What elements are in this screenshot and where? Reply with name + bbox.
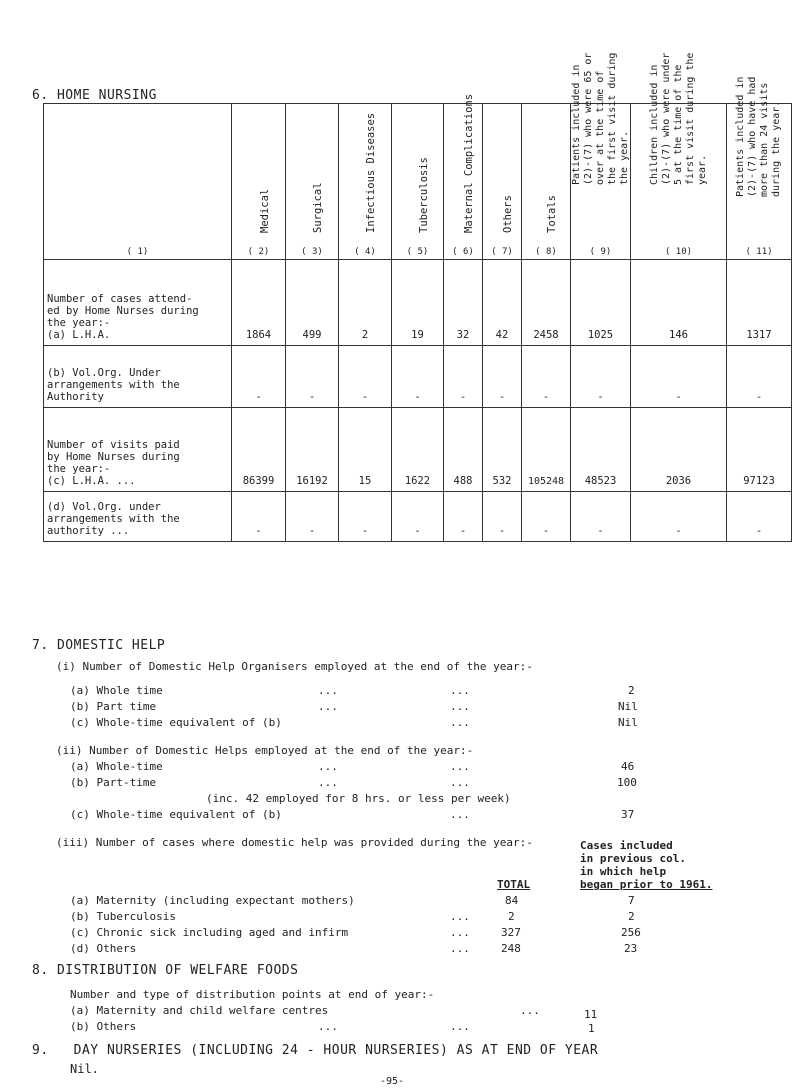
table-header-row — [44, 104, 792, 260]
section-8-title: 8. DISTRIBUTION OF WELFARE FOODS — [32, 963, 299, 978]
header-cell: Others ( 7) — [483, 104, 522, 260]
list-item-dots: ... — [450, 760, 470, 773]
table-cell: 1622 — [392, 408, 444, 492]
list-item-label: (b) Part-time — [70, 776, 157, 789]
table-cell: 19 — [392, 260, 444, 346]
list-item-total: 327 — [501, 926, 521, 939]
header-cell: ( 1) — [44, 104, 232, 260]
list-item-value: 1 — [588, 1022, 595, 1035]
table-cell: 97123 — [727, 408, 792, 492]
distribution-points-heading: Number and type of distribution points at end of year:- — [70, 988, 435, 1001]
section-7-title: 7. DOMESTIC HELP — [32, 638, 166, 653]
table-cell: 1864 — [232, 260, 286, 346]
list-item-dots: ... — [450, 700, 470, 713]
list-item-label: (c) Whole-time equivalent of (b) — [70, 716, 282, 729]
list-item-label: (a) Maternity (including expectant mothers) — [70, 894, 355, 907]
table-cell: - — [286, 346, 339, 408]
header-cell: Surgical ( 3) — [286, 104, 339, 260]
list-item-label: (a) Whole time — [70, 684, 163, 697]
list-item-label: (c) Chronic sick including aged and infirm — [70, 926, 349, 939]
domestic-helps-heading: (ii) Number of Domestic Helps employed at the end of the year:- — [56, 744, 474, 757]
table-cell: - — [483, 346, 522, 408]
page-number: -95- — [380, 1076, 405, 1087]
list-item-value: 46 — [621, 760, 635, 773]
table-cell: 42 — [483, 260, 522, 346]
table-cell: 48523 — [571, 408, 631, 492]
list-item-prior: 7 — [628, 894, 635, 907]
table-cell: - — [631, 492, 727, 542]
table-cell: - — [392, 492, 444, 542]
list-item-label: (a) Whole-time — [70, 760, 163, 773]
table-cell: 2458 — [522, 260, 571, 346]
table-row — [44, 260, 792, 346]
list-item-value: 2 — [628, 684, 635, 697]
table-cell: 1025 — [571, 260, 631, 346]
section-6-title: 6. HOME NURSING — [32, 88, 157, 103]
table-cell: - — [483, 492, 522, 542]
list-item-value: 37 — [621, 808, 635, 821]
list-item-label: (b) Part time — [70, 700, 157, 713]
list-item-label: (b) Tuberculosis — [70, 910, 176, 923]
list-item-label: (d) Others — [70, 942, 137, 955]
table-cell: 32 — [444, 260, 483, 346]
table-cell: - — [232, 492, 286, 542]
table-cell: 16192 — [286, 408, 339, 492]
table-cell: - — [392, 346, 444, 408]
table-cell: - — [444, 492, 483, 542]
table-cell: - — [631, 346, 727, 408]
list-item-dots: ... — [520, 1004, 540, 1017]
table-cell: - — [232, 346, 286, 408]
list-item-value: Nil — [618, 700, 638, 713]
prior-column-line: in previous col. — [580, 852, 686, 865]
header-cell: Children included in (2)-(7) who were under 5 at the time of the first visit during the year. ( 10) — [631, 104, 727, 260]
row-label: Number of cases attend- ed by Home Nurses during the year:- (a) L.H.A. — [44, 260, 232, 346]
prior-column-line: began prior to 1961. — [580, 878, 713, 891]
list-item-dots: ... — [318, 1020, 338, 1033]
table-cell: - — [727, 492, 792, 542]
list-item-dots: ... — [318, 760, 338, 773]
table-cell: - — [522, 492, 571, 542]
total-column-header: TOTAL — [497, 878, 531, 891]
list-item-dots: ... — [318, 776, 338, 789]
list-item-prior: 23 — [624, 942, 638, 955]
list-item-dots: ... — [450, 808, 470, 821]
section-9-title: 9. DAY NURSERIES (INCLUDING 24 - HOUR NURSERIES) AS AT END OF YEAR — [32, 1043, 599, 1058]
header-cell: Totals ( 8) — [522, 104, 571, 260]
table-cell: - — [571, 346, 631, 408]
list-item-label: (c) Whole-time equivalent of (b) — [70, 808, 282, 821]
list-item-label: (a) Maternity and child welfare centres — [70, 1004, 329, 1017]
table-cell: 146 — [631, 260, 727, 346]
table-row — [44, 408, 792, 492]
table-cell: 15 — [339, 408, 392, 492]
list-item-total: 2 — [508, 910, 515, 923]
table-cell: - — [444, 346, 483, 408]
row-label: (d) Vol.Org. under arrangements with the authority ... — [44, 492, 232, 542]
header-cell: Maternal Complications ( 6) — [444, 104, 483, 260]
list-item-dots: ... — [450, 1020, 470, 1033]
table-cell: 488 — [444, 408, 483, 492]
list-item-prior: 256 — [621, 926, 641, 939]
part-time-note: (inc. 42 employed for 8 hrs. or less per week) — [206, 792, 511, 805]
header-cell: Patients included in (2)-(7) who were 65 or over at the time of the first visit during the year. ( 9) — [571, 104, 631, 260]
domestic-help-organisers-heading: (i) Number of Domestic Help Organisers employed at the end of the year:- — [56, 660, 533, 673]
row-label: Number of visits paid by Home Nurses during the year:- (c) L.H.A. ... — [44, 408, 232, 492]
list-item-dots: ... — [450, 776, 470, 789]
list-item-total: 84 — [505, 894, 519, 907]
table-cell: - — [522, 346, 571, 408]
list-item-total: 248 — [501, 942, 521, 955]
table-cell: - — [727, 346, 792, 408]
section-9-value: Nil. — [70, 1062, 99, 1076]
list-item-value: Nil — [618, 716, 638, 729]
list-item-dots: ... — [450, 684, 470, 697]
table-cell: 86399 — [232, 408, 286, 492]
table-cell: 499 — [286, 260, 339, 346]
table-cell: - — [571, 492, 631, 542]
table-cell: - — [339, 492, 392, 542]
header-cell: Tuberculosis ( 5) — [392, 104, 444, 260]
header-cell: Infectious Diseases ( 4) — [339, 104, 392, 260]
row-label: (b) Vol.Org. Under arrangements with the Authority — [44, 346, 232, 408]
list-item-dots: ... — [318, 684, 338, 697]
prior-column-line: in which help — [580, 865, 667, 878]
list-item-dots: ... — [318, 700, 338, 713]
header-cell: Medical ( 2) — [232, 104, 286, 260]
domestic-help-cases-heading: (iii) Number of cases where domestic help was provided during the year:- — [56, 836, 533, 849]
list-item-dots: ... — [450, 942, 470, 955]
list-item-dots: ... — [450, 910, 470, 923]
list-item-dots: ... — [450, 716, 470, 729]
table-row — [44, 492, 792, 542]
list-item-value: 11 — [584, 1008, 598, 1021]
table-cell: 532 — [483, 408, 522, 492]
table-cell: 105248 — [522, 408, 571, 492]
list-item-label: (b) Others — [70, 1020, 137, 1033]
table-cell: - — [339, 346, 392, 408]
list-item-value: 100 — [617, 776, 637, 789]
list-item-prior: 2 — [628, 910, 635, 923]
table-row — [44, 346, 792, 408]
table-cell: - — [286, 492, 339, 542]
header-cell: Patients included in (2)-(7) who have had more than 24 visits during the year. ( 11) — [727, 104, 792, 260]
prior-column-line: Cases included — [580, 839, 673, 852]
list-item-dots: ... — [450, 926, 470, 939]
table-cell: 2 — [339, 260, 392, 346]
table-cell: 1317 — [727, 260, 792, 346]
table-cell: 2036 — [631, 408, 727, 492]
